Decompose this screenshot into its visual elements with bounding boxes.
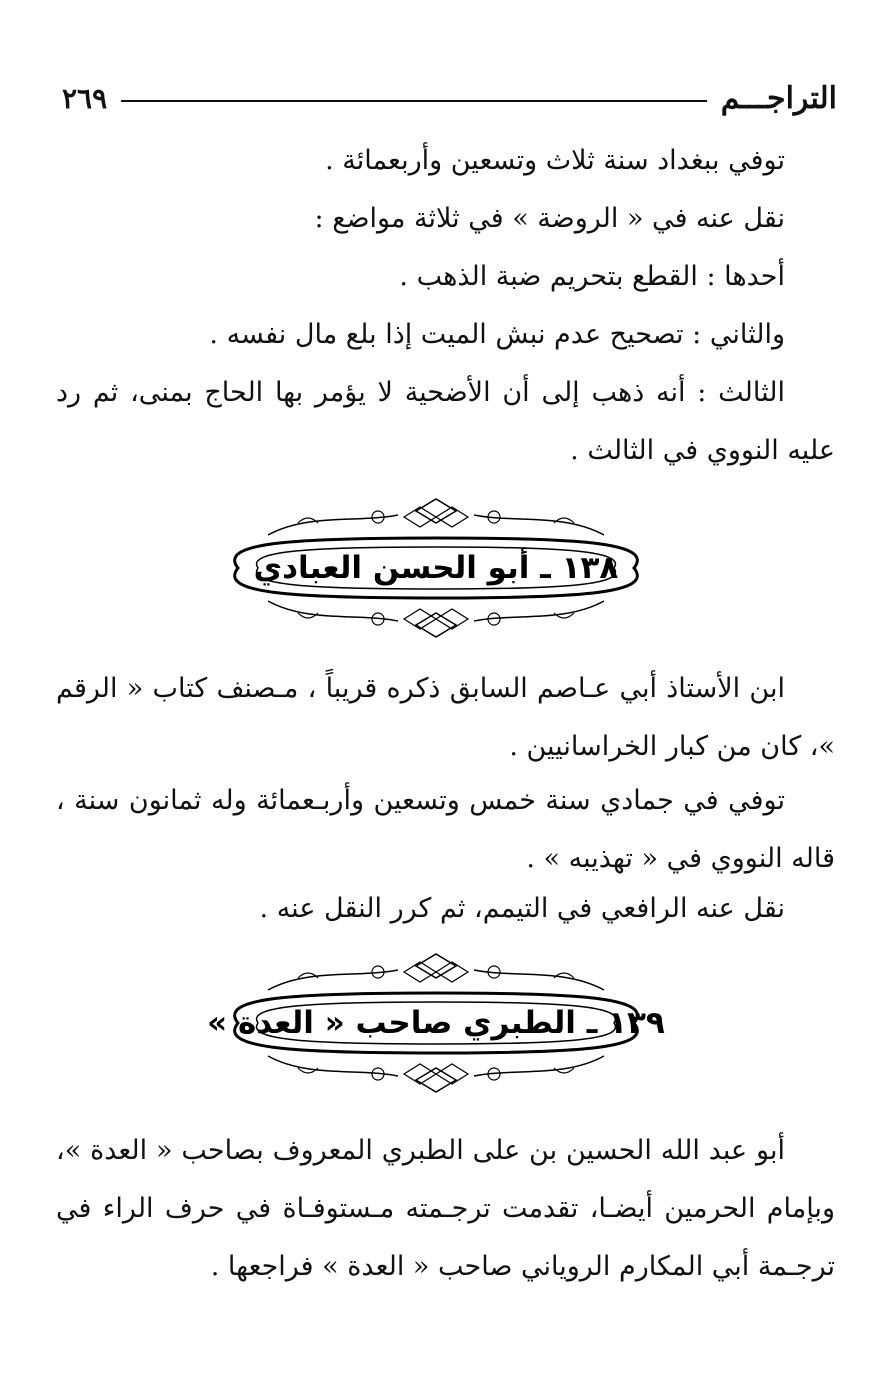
paragraph: أبو عبد الله الحسين بن على الطبري المعروف بصاحب « العدة »، وبإمام الحرمين أيضـا، تقدمت ترجـمته مـستوفـاة في حرف الراء في ترجـمة أبي المكارم الروياني صاحب « العدة » فراجعها . <box>56 1135 835 1282</box>
paragraph: الثالث : أنه ذهب إلى أن الأضحية لا يؤمر بها الحاج بمنى، ثم رد عليه النووي في الثالث . <box>56 377 835 466</box>
paragraph: ابن الأستاذ أبي عـاصم السابق ذكره قريباً ، مـصنف كتاب « الرقم »، كان من كبار الخراسانيين . <box>56 673 835 762</box>
entry-heading-banner <box>198 493 674 643</box>
running-header <box>62 78 837 118</box>
paragraph: أحدها : القطع بتحريم ضبة الذهب . <box>399 261 785 292</box>
paragraph: توفي في جمادي سنة خمس وتسعين وأربـعمائة وله ثمانون سنة ، قاله النووي في « تهذيبه » . <box>56 785 835 874</box>
running-title: التراجـــم <box>720 80 837 116</box>
page-number: ٢٦٩ <box>62 81 108 115</box>
entry-heading-banner <box>198 948 674 1098</box>
header-rule <box>121 100 707 102</box>
paragraph: نقل عنه في « الروضة » في ثلاثة مواضع : <box>314 203 785 234</box>
entry-heading: ١٣٩ ـ الطبري صاحب « العدة » <box>207 1005 665 1041</box>
paragraph: نقل عنه الرافعي في التيمم، ثم كرر النقل عنه . <box>259 893 785 924</box>
paragraph: والثاني : تصحيح عدم نبش الميت إذا بلع مال نفسه . <box>209 319 785 350</box>
paragraph: توفي ببغداد سنة ثلاث وتسعين وأربعمائة . <box>325 145 785 176</box>
entry-heading: ١٣٨ ـ أبو الحسن العبادي <box>253 550 619 586</box>
